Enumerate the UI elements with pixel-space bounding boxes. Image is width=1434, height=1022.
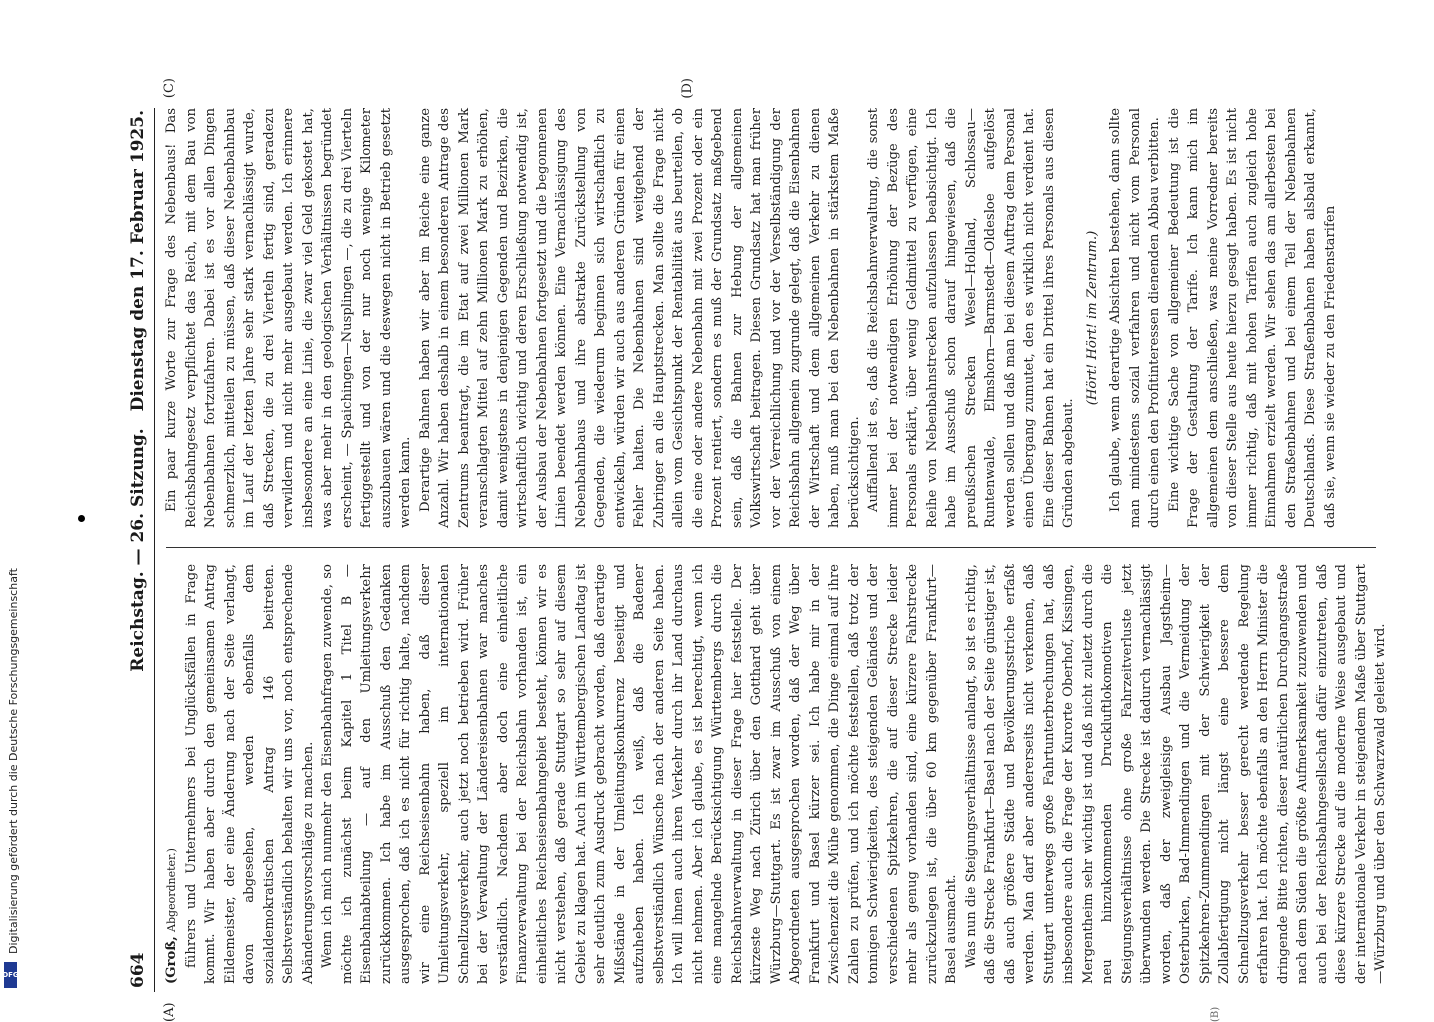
scanned-page [120, 78, 1388, 1022]
left-column [162, 562, 1388, 986]
session-date: Dienstag den 17. Februar 1925. [128, 110, 148, 412]
punch-hole [78, 515, 85, 522]
paragraph: Wenn ich mich nunmehr den Eisenbahnfragen zuwende, so möchte ich zunächst beim Kapitel 1 Titel B — Eisenbahnabteilung — auf den Umleitungsverkehr zurückkommen. Ich habe im Ausschuß den Gedanken ausgesprochen, daß ich es nicht für richtig halte, nachdem wir eine Reichseisenbahn haben, daß dieser Umleitungsverkehr, speziell im internationalen Schnellzugsverkehr, auch jetzt noch betrieben wird. Früher bei der Verwaltung der Ländereisenbahnen war manches verständlich. Nachdem aber doch eine einheitliche Finanzverwaltung bei der Reichsbahn vorhanden ist, ein einheitliches Reichseisenbahngebiet besteht, können wir es nicht verstehen, daß gerade Stuttgart so sehr auf diesem Gebiet zu klagen hat. Auch im Württembergischen Landtag ist sehr deutlich zum Ausdruck gebracht worden, daß derartige Mißstände in der Umleitungskonkurrenz beseitigt und aufzuheben haben. Ich weiß, daß die Badener selbstverständlich Wünsche nach der anderen Seite haben. Ich will ihnen auch ihren Verkehr durch ihr Land durchaus nicht nehmen. Aber ich glaube, es ist berechtigt, wenn ich eine mangelnde Berücksichtigung Württembergs durch die Reichsbahnverwaltung in dieser Frage hier feststelle. Der kürzeste Weg nach Zürich über den Gotthard geht über Würzburg—Stuttgart. Es ist zwar im Ausschuß von einem Abgeordneten ausgesprochen worden, daß der Weg über Frankfurt und Basel kürzer sei. Ich habe mir in der Zwischenzeit die Mühe genommen, die Dinge einmal auf ihre Zahlen zu prüfen, und ich möchte feststellen, daß trotz der tonnigen Schwierigkeiten, des steigenden Geländes und der verschiedenen Spitzkehren, die auf dieser Strecke leider mehr als genug vorhanden sind, eine kürzere Fahrstrecke zurückzulegen ist, die über 60 km gegenüber Frankfurt—Basel ausmacht. [320, 564, 959, 984]
rotated-page-content [120, 78, 1388, 1022]
paragraph: Auffallend ist es, daß die Reichsbahnverwaltung, die sonst immer bei der notwendigen Erhöhung der Bezüge des Personals erklärt, über wenig Geldmittel zu verfügen, eine Reihe von Nebenbahnstrecken aufzulassen beabsichtigt. Ich habe im Ausschuß schon darauf hingewiesen, daß die preußischen Strecken Wesel—Holland, Schlossau—Runtenwalde, Elmshorn—Barmstedt—Oldesloe aufgelöst werden sollen und daß man bei diesem Auftrag dem Personal einen Übergang zumutet, den es wirklich nicht verdient hat. Eine dieser Bahnen hat ein Drittel ihres Personals aus diesen Gründen abgebaut. [866, 108, 1076, 528]
dfg-logo: DFG [4, 962, 17, 988]
margin-marker-a: (A) [162, 1002, 177, 1022]
speaker-role: Abgeordneter.) [165, 848, 178, 932]
speaker-line [162, 564, 182, 984]
paragraph: Ich glaube, wenn derartige Absichten bestehen, dann sollte man mindestens sozial verfahren und nicht vom Personal durch einen den Profitinteressen dienenden Abbau verbitten. [1108, 108, 1162, 528]
margin-marker-d: (D) [680, 78, 695, 99]
paragraph: führers und Unternehmers bei Unglücksfällen in Frage kommt. Wir haben aber durch den gemeinsamen Antrag Eildemeister, der eine Änderung nach der Seite verlangt, davon abgesehen, werden ebenfalls dem sozialdemokratischen Antrag 146 beitreten. Selbstverständlich behalten wir uns vor, noch entsprechende Abänderungsvorschläge zu machen. [183, 564, 316, 984]
digitization-credit [0, 4, 22, 994]
interjection: (Hört! Hört! im Zentrum.) [1084, 230, 1100, 406]
paragraph: Was nun die Steigungsverhältnisse anlangt, so ist es richtig, daß die Strecke Frankfurt—Basel nach der Seite günstiger ist, daß auch größere Städte und Bevölkerungsstriche erfaßt werden. Man darf aber andererseits nicht verkennen, daß Stuttgart unterwegs große Fahrtunterbrechungen hat, daß insbesondere auch die Frage der Kurorte Oberhof, Kissingen, Mergentheim sehr wichtig ist und daß nicht zuletzt durch die neu hinzukommenden Druckluftlokomotiven die Steigungsverhältnisse ohne große Fahrzeitverluste jetzt überwunden werden. Die Strecke ist dadurch vernachlässigt worden, daß der zweigleisige Ausbau Jagstheim—Osterburken, Bad-Immendingen und die Vermeidung der Spitzkehren-Zummendingen mit der Schwierigkeit der Zollabfertigung nicht längst eine bessere dem Schnellzugsverkehr besser gerecht werdende Regelung erfahren hat. Ich möchte ebenfalls an den Herrn Minister die dringende Bitte richten, dieser natürlichen Durchgangsstraße nach dem Süden die größte Aufmerksamkeit zuzuwenden und auch bei der Reichsbahngesellschaft dafür einzutreten, daß diese kürzere Strecke auf die moderne Weise ausgebaut und der internationale Verkehr in steigendem Maße über Stuttgart—Würzburg und über den Schwarzwald geleitet wird. [963, 564, 1388, 984]
paragraph: Ein paar kurze Worte zur Frage des Nebenbaus! Das Reichsbahngesetz verpflichtet das Reich, mit dem Bau von Nebenbahnen fortzufahren. Dabei ist es vor allen Dingen schmerzlich, mitteilen zu müssen, daß dieser Nebenbahnbau im Lauf der letzten Jahre sehr stark vernachlässigt wurde, daß Strecken, die zu drei Vierteln fertig sind, geradezu verwildern und nicht mehr ausgebaut werden. Ich erinnere insbesondere an eine Linie, die zwar viel Geld gekostet hat, was aber mehr in den geologischen Verhältnissen begründet erscheint, — Spaichingen—Nusplingen —, die zu drei Vierteln fertiggestellt und von der nur noch wenige Kilometer auszubauen wären und die deswegen nicht in Betrieb gesetzt werden kann. [164, 108, 413, 528]
right-column [162, 106, 1380, 530]
paragraph: Derartige Bahnen haben wir aber im Reiche eine ganze Anzahl. Wir haben deshalb in einem besonderen Antrage des Zentrums beantragt, die im Etat auf zwei Millionen Mark veranschlagten Mittel auf zehn Millionen Mark zu erhöhen, damit wenigstens in denjenigen Gegenden und Bezirken, die wirtschaftlich wichtig und deren Erschließung notwendig ist, der Ausbau der Nebenbahnen fortgesetzt und die begonnenen Linien beendet werden können. Eine Vernachlässigung des Nebenbahnbaus und ihre abstrakte Zurückstellung von Gegenden, die wiederum beginnen sich wirtschaftlich zu entwickeln, würden wir auch aus anderen Gründen für einen Fehler halten. Die Nebenbahnen sind weitgehend der Zubringer an die Hauptstrecken. Man sollte die Frage nicht allein vom Gesichtspunkt der Rentabilität aus beurteilen, ob die eine oder andere Nebenbahn mit zwei Prozent oder ein Prozent rentiert, sondern es muß der Grundsatz maßgebend sein, daß die Bahnen zur Hebung der allgemeinen Volkswirtschaft beitragen. Diesen Grundsatz hat man früher vor der Verreichlichung und vor der Verselbständigung der Reichsbahn allgemein zugrunde gelegt, daß die Eisenbahnen der Wirtschaft und dem allgemeinen Verkehr zu dienen haben, muß man bei den Nebenbahnen in stärkstem Maße berücksichtigen. [417, 108, 862, 528]
speaker-name: (Groß, [164, 936, 179, 984]
column-divider [166, 547, 1376, 548]
credit-text: Digitalisierung gefördert durch die Deutsche Forschungsgemeinschaft [7, 568, 20, 954]
running-head [128, 100, 152, 1000]
margin-marker-c: (C) [162, 78, 177, 99]
session-title: Reichstag. — 26. Sitzung. [128, 428, 148, 672]
header-rule [154, 108, 155, 992]
page-number: 664 [128, 952, 148, 988]
paragraph: Eine wichtige Sache von allgemeiner Bedeutung ist die Frage der Gestaltung der Tarife. Ich kann mich im allgemeinen dem anschließen, was meine Vorredner bereits von dieser Stelle aus heute hierzu gesagt haben. Es ist nicht immer richtig, daß mit hohen Tarifen auch zugleich hohe Einnahmen erzielt werden. Wir sehen das am allerbesten bei den Straßenbahnen und bei einem Teil der Nebenbahnen Deutschlands. Diese Straßenbahnen haben alsbald erkannt, daß sie, wenn sie wieder zu den Friedenstarifen [1166, 108, 1338, 528]
margin-marker-b: (B) [1210, 1006, 1221, 1022]
